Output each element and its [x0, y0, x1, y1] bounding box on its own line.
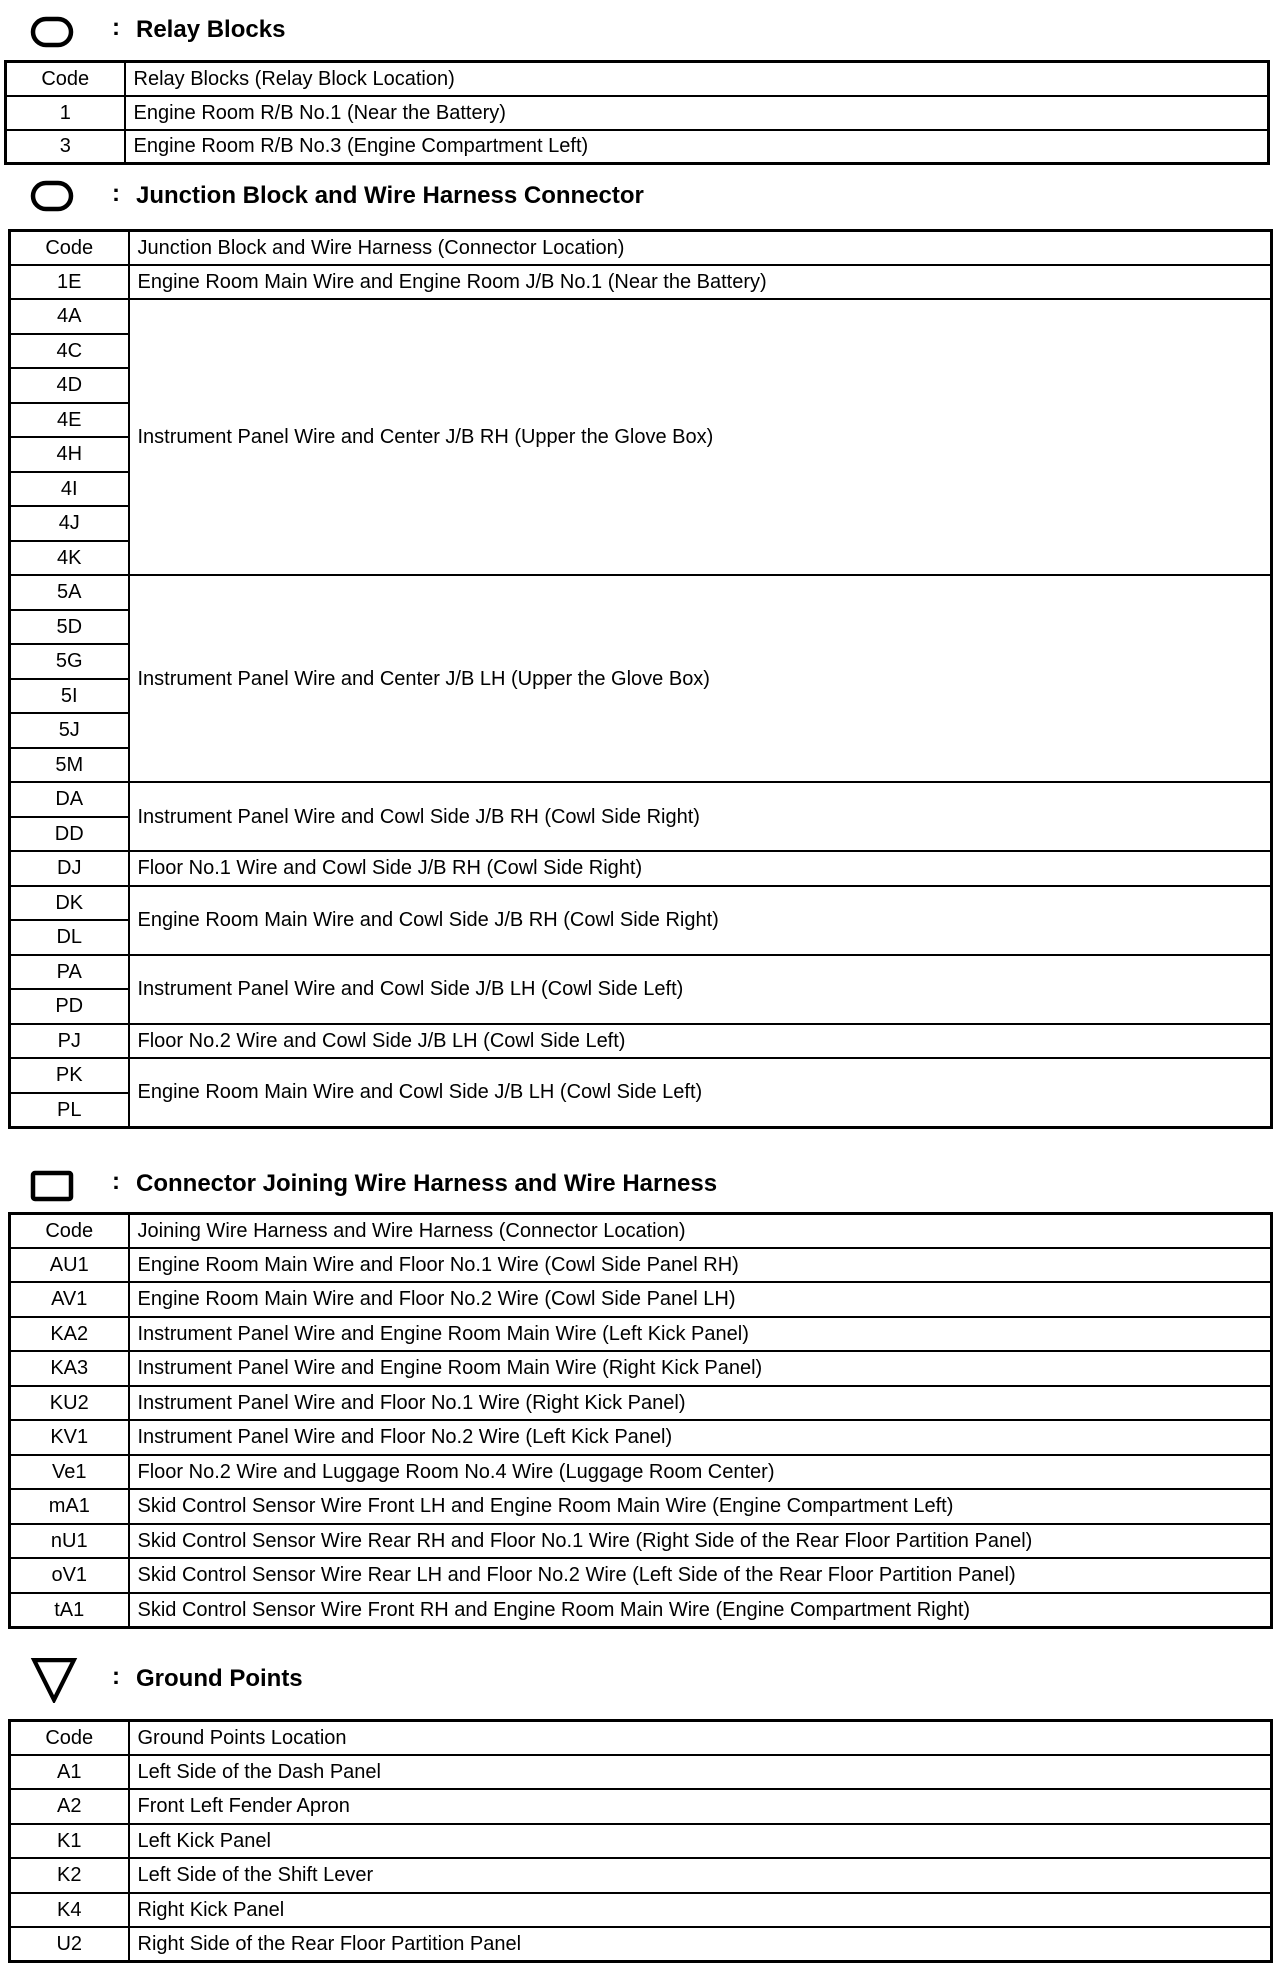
row-code: 4K: [10, 541, 129, 576]
table-row: [10, 265, 1272, 300]
row-code: 4J: [10, 506, 129, 541]
table-header-row: [10, 231, 1272, 265]
row-location: Skid Control Sensor Wire Front LH and Engine Room Main Wire (Engine Compartment Left): [129, 1489, 1272, 1524]
section-colon: :: [112, 1663, 120, 1690]
row-code: oV1: [10, 1558, 129, 1593]
row-code: PK: [10, 1058, 129, 1093]
row-location: Engine Room Main Wire and Cowl Side J/B RH (Cowl Side Right): [129, 886, 1272, 955]
table-row: [10, 1824, 1272, 1859]
row-code: AV1: [10, 1282, 129, 1317]
rounded-rect-icon: [30, 180, 74, 212]
row-location: Skid Control Sensor Wire Rear RH and Floor No.1 Wire (Right Side of the Rear Floor Partition Panel): [129, 1524, 1272, 1559]
row-code: 4H: [10, 437, 129, 472]
table-row: [10, 782, 1272, 817]
relay-blocks-table: [4, 60, 1270, 165]
row-location: Instrument Panel Wire and Center J/B LH (Upper the Glove Box): [129, 575, 1272, 782]
row-location: Engine Room R/B No.3 (Engine Compartment Left): [125, 130, 1269, 164]
row-location: Instrument Panel Wire and Center J/B RH (Upper the Glove Box): [129, 299, 1272, 575]
row-code: 5I: [10, 679, 129, 714]
table-header-row: [6, 62, 1269, 96]
row-code: DL: [10, 920, 129, 955]
table-row: [10, 1789, 1272, 1824]
section-colon: :: [112, 180, 120, 207]
connector-section: [0, 1160, 1280, 1640]
table-header-row: [10, 1721, 1272, 1755]
row-location: Instrument Panel Wire and Floor No.1 Wire (Right Kick Panel): [129, 1386, 1272, 1421]
row-code: K4: [10, 1893, 129, 1928]
row-code: U2: [10, 1927, 129, 1962]
ground-points-section: [0, 1655, 1280, 1955]
row-location: Instrument Panel Wire and Cowl Side J/B RH (Cowl Side Right): [129, 782, 1272, 851]
square-icon: [30, 1170, 74, 1202]
table-row: [10, 1351, 1272, 1386]
row-code: 5G: [10, 644, 129, 679]
relay-blocks-header: [0, 6, 1280, 56]
row-code: 4C: [10, 334, 129, 369]
connector-table: [8, 1212, 1273, 1629]
section-colon: :: [112, 14, 120, 41]
row-code: K2: [10, 1858, 129, 1893]
row-location: Left Kick Panel: [129, 1824, 1272, 1859]
table-header-row: [10, 1214, 1272, 1248]
row-code: A2: [10, 1789, 129, 1824]
table-row: [10, 1524, 1272, 1559]
row-code: KU2: [10, 1386, 129, 1421]
code-header: Code: [10, 1214, 129, 1248]
row-code: KV1: [10, 1420, 129, 1455]
row-code: DK: [10, 886, 129, 921]
location-header: Joining Wire Harness and Wire Harness (Connector Location): [129, 1214, 1272, 1248]
table-row: [10, 1248, 1272, 1283]
row-code: 5J: [10, 713, 129, 748]
row-code: 1E: [10, 265, 129, 300]
row-location: Right Side of the Rear Floor Partition Panel: [129, 1927, 1272, 1962]
table-row: [10, 1755, 1272, 1790]
table-row: [10, 1593, 1272, 1628]
junction-block-header: [0, 172, 1280, 222]
table-row: [10, 1455, 1272, 1490]
code-header: Code: [6, 62, 125, 96]
row-code: 5M: [10, 748, 129, 783]
ground-points-table: [8, 1719, 1273, 1963]
row-code: AU1: [10, 1248, 129, 1283]
table-row: [10, 1893, 1272, 1928]
row-location: Instrument Panel Wire and Engine Room Main Wire (Left Kick Panel): [129, 1317, 1272, 1352]
row-code: tA1: [10, 1593, 129, 1628]
row-code: 4I: [10, 472, 129, 507]
junction-block-section: [0, 172, 1280, 1142]
row-location: Left Side of the Dash Panel: [129, 1755, 1272, 1790]
row-location: Front Left Fender Apron: [129, 1789, 1272, 1824]
table-row: [10, 886, 1272, 921]
table-row: [10, 1927, 1272, 1962]
table-row: [10, 575, 1272, 610]
row-code: 3: [6, 130, 125, 164]
table-row: [10, 299, 1272, 334]
junction-block-table: [8, 229, 1273, 1129]
row-location: Right Kick Panel: [129, 1893, 1272, 1928]
row-location: Engine Room R/B No.1 (Near the Battery): [125, 96, 1269, 130]
row-code: PJ: [10, 1024, 129, 1059]
row-location: Engine Room Main Wire and Floor No.1 Wire (Cowl Side Panel RH): [129, 1248, 1272, 1283]
table-row: [10, 1058, 1272, 1093]
row-code: K1: [10, 1824, 129, 1859]
row-code: 4A: [10, 299, 129, 334]
row-location: Floor No.1 Wire and Cowl Side J/B RH (Cowl Side Right): [129, 851, 1272, 886]
location-header: Ground Points Location: [129, 1721, 1272, 1755]
row-code: 5D: [10, 610, 129, 645]
section-title: Relay Blocks: [136, 16, 286, 43]
row-code: 4D: [10, 368, 129, 403]
section-title: Connector Joining Wire Harness and Wire Harness: [136, 1170, 718, 1197]
table-row: [10, 955, 1272, 990]
row-location: Left Side of the Shift Lever: [129, 1858, 1272, 1893]
row-code: A1: [10, 1755, 129, 1790]
row-code: 5A: [10, 575, 129, 610]
row-code: DJ: [10, 851, 129, 886]
row-code: PA: [10, 955, 129, 990]
row-code: 4E: [10, 403, 129, 438]
location-header: Junction Block and Wire Harness (Connector Location): [129, 231, 1272, 265]
table-row: [10, 1420, 1272, 1455]
table-row: [10, 1317, 1272, 1352]
row-code: nU1: [10, 1524, 129, 1559]
section-colon: :: [112, 1168, 120, 1195]
code-header: Code: [10, 231, 129, 265]
row-location: Instrument Panel Wire and Floor No.2 Wire (Left Kick Panel): [129, 1420, 1272, 1455]
table-row: [10, 1282, 1272, 1317]
row-location: Engine Room Main Wire and Floor No.2 Wire (Cowl Side Panel LH): [129, 1282, 1272, 1317]
rounded-rect-icon: [30, 16, 74, 48]
row-code: mA1: [10, 1489, 129, 1524]
section-title: Ground Points: [136, 1665, 303, 1692]
table-row: [10, 1489, 1272, 1524]
row-code: KA2: [10, 1317, 129, 1352]
table-row: [10, 1858, 1272, 1893]
table-row: [10, 851, 1272, 886]
down-triangle-icon: [30, 1657, 78, 1703]
row-code: PD: [10, 989, 129, 1024]
location-header: Relay Blocks (Relay Block Location): [125, 62, 1269, 96]
row-location: Engine Room Main Wire and Cowl Side J/B LH (Cowl Side Left): [129, 1058, 1272, 1127]
connector-header: [0, 1160, 1280, 1210]
row-location: Floor No.2 Wire and Cowl Side J/B LH (Cowl Side Left): [129, 1024, 1272, 1059]
row-location: Instrument Panel Wire and Engine Room Main Wire (Right Kick Panel): [129, 1351, 1272, 1386]
row-code: DA: [10, 782, 129, 817]
row-location: Skid Control Sensor Wire Rear LH and Floor No.2 Wire (Left Side of the Rear Floor Partition Panel): [129, 1558, 1272, 1593]
row-location: Instrument Panel Wire and Cowl Side J/B LH (Cowl Side Left): [129, 955, 1272, 1024]
table-row: [6, 96, 1269, 130]
code-header: Code: [10, 1721, 129, 1755]
table-row: [10, 1386, 1272, 1421]
row-code: 1: [6, 96, 125, 130]
table-row: [10, 1558, 1272, 1593]
row-code: Ve1: [10, 1455, 129, 1490]
row-code: PL: [10, 1093, 129, 1128]
section-title: Junction Block and Wire Harness Connector: [136, 182, 644, 209]
row-code: DD: [10, 817, 129, 852]
table-row: [6, 130, 1269, 164]
row-location: Engine Room Main Wire and Engine Room J/B No.1 (Near the Battery): [129, 265, 1272, 300]
table-row: [10, 1024, 1272, 1059]
ground-points-header: [0, 1655, 1280, 1705]
row-code: KA3: [10, 1351, 129, 1386]
row-location: Floor No.2 Wire and Luggage Room No.4 Wire (Luggage Room Center): [129, 1455, 1272, 1490]
relay-blocks-section: [0, 6, 1280, 166]
row-location: Skid Control Sensor Wire Front RH and Engine Room Main Wire (Engine Compartment Right): [129, 1593, 1272, 1628]
